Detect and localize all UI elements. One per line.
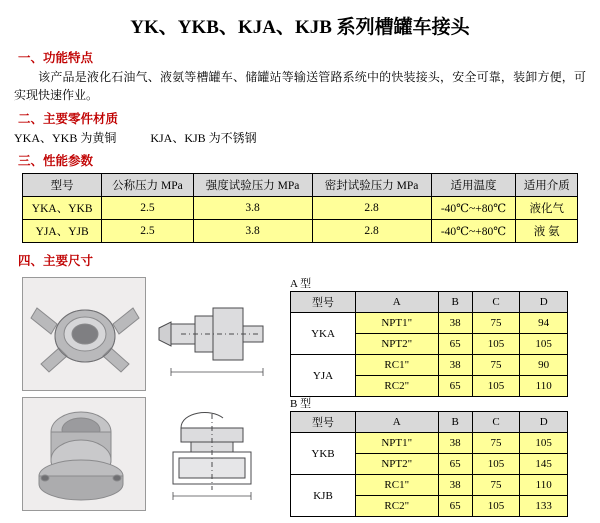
dim-b-header-1: A (356, 412, 439, 433)
spec-r0-c2: 3.8 (193, 197, 312, 220)
material-stainless: KJA、KJB 为不锈钢 (150, 131, 257, 145)
dim-b-model-ykb: YKB (291, 433, 356, 475)
spec-r0-c4: -40℃~+80℃ (431, 197, 516, 220)
material-brass: YKA、YKB 为黄铜 (14, 131, 117, 145)
table-row (291, 433, 568, 454)
dim-a-g1-r0-c0: RC1" (356, 355, 439, 376)
table-row (291, 355, 568, 376)
section-1-heading: 一、功能特点 (18, 51, 94, 65)
section-2-heading: 二、主要零件材质 (18, 112, 119, 126)
coupling-drawing-a (150, 277, 274, 391)
dim-a-model-yja: YJA (291, 355, 356, 397)
dim-a-header-3: C (472, 292, 520, 313)
table-header-row (291, 292, 568, 313)
dimension-table-a (290, 291, 568, 397)
spec-header-4: 适用温度 (431, 174, 516, 197)
dim-b-header-0: 型号 (291, 412, 356, 433)
dim-a-g1-r0-c2: 75 (472, 355, 520, 376)
coupling-photo-a (22, 277, 146, 391)
spec-header-2: 强度试验压力 MPa (193, 174, 312, 197)
dim-b-g1-r0-c3: 110 (520, 475, 568, 496)
dim-b-header-2: B (438, 412, 472, 433)
dim-b-g0-r0-c0: NPT1" (356, 433, 439, 454)
dim-a-g1-r0-c1: 38 (438, 355, 472, 376)
section-2-text (14, 129, 600, 146)
dim-a-g0-r0-c2: 75 (472, 313, 520, 334)
dim-b-g1-r0-c1: 38 (438, 475, 472, 496)
dim-a-g0-r0-c0: NPT1" (356, 313, 439, 334)
section-3-heading: 三、性能参数 (18, 154, 94, 168)
section-1-text (14, 68, 586, 104)
spec-header-1: 公称压力 MPa (102, 174, 193, 197)
dim-b-g0-r1-c1: 65 (438, 454, 472, 475)
dim-a-header-2: B (438, 292, 472, 313)
spec-r0-c3: 2.8 (312, 197, 431, 220)
dim-b-g0-r0-c3: 105 (520, 433, 568, 454)
dim-a-g1-r1-c2: 105 (472, 376, 520, 397)
spec-table (22, 173, 578, 243)
spec-r1-c3: 2.8 (312, 220, 431, 243)
spec-r0-c1: 2.5 (102, 197, 193, 220)
page-title: YK、YKB、KJA、KJB 系列槽罐车接头 (130, 17, 470, 38)
spec-r1-c2: 3.8 (193, 220, 312, 243)
dim-b-header-4: D (520, 412, 568, 433)
table-row (23, 197, 578, 220)
dim-b-g0-r1-c3: 145 (520, 454, 568, 475)
dim-b-g1-r1-c3: 133 (520, 496, 568, 517)
dim-a-label: A 型 (290, 278, 312, 290)
spec-r1-c1: 2.5 (102, 220, 193, 243)
spec-r1-c0: YJA、YJB (23, 220, 102, 243)
dim-a-g0-r1-c3: 105 (520, 334, 568, 355)
dim-a-g0-r0-c3: 94 (520, 313, 568, 334)
table-row (23, 220, 578, 243)
dim-b-g1-r1-c2: 105 (472, 496, 520, 517)
spec-r0-c0: YKA、YKB (23, 197, 102, 220)
spec-header-3: 密封试验压力 MPa (312, 174, 431, 197)
dim-a-header-1: A (356, 292, 439, 313)
dim-a-g1-r1-c3: 110 (520, 376, 568, 397)
dim-b-label: B 型 (290, 398, 312, 410)
table-header-row (23, 174, 578, 197)
dim-b-g0-r1-c2: 105 (472, 454, 520, 475)
dim-b-g1-r0-c2: 75 (472, 475, 520, 496)
dim-b-g0-r0-c2: 75 (472, 433, 520, 454)
table-row (291, 475, 568, 496)
dim-a-g0-r1-c2: 105 (472, 334, 520, 355)
dim-b-g1-r1-c1: 65 (438, 496, 472, 517)
dim-a-header-0: 型号 (291, 292, 356, 313)
dimension-table-b (290, 411, 568, 517)
dim-a-header-4: D (520, 292, 568, 313)
coupling-photo-b (22, 397, 146, 511)
coupling-drawing-b (150, 397, 274, 511)
spec-header-0: 型号 (23, 174, 102, 197)
dim-a-g1-r1-c0: RC2" (356, 376, 439, 397)
section-4-heading: 四、主要尺寸 (18, 254, 94, 268)
dim-a-g1-r1-c1: 65 (438, 376, 472, 397)
spec-r1-c4: -40℃~+80℃ (431, 220, 516, 243)
dim-a-g0-r1-c0: NPT2" (356, 334, 439, 355)
spec-r1-c5: 液 氨 (516, 220, 578, 243)
dim-b-header-3: C (472, 412, 520, 433)
dim-a-g1-r0-c3: 90 (520, 355, 568, 376)
dim-a-g0-r1-c1: 65 (438, 334, 472, 355)
dim-b-g1-r0-c0: RC1" (356, 475, 439, 496)
dim-b-g0-r1-c0: NPT2" (356, 454, 439, 475)
dim-b-g1-r1-c0: RC2" (356, 496, 439, 517)
spec-header-5: 适用介质 (516, 174, 578, 197)
dim-b-model-kjb: KJB (291, 475, 356, 517)
section-1-body: 该产品是液化石油气、液氨等槽罐车、储罐站等输送管路系统中的快装接头，安全可靠，装卸方便，可实现快速作业。 (14, 70, 586, 102)
dim-a-g0-r0-c1: 38 (438, 313, 472, 334)
dim-a-model-yka: YKA (291, 313, 356, 355)
table-row (291, 313, 568, 334)
spec-r0-c5: 液化气 (516, 197, 578, 220)
dim-b-g0-r0-c1: 38 (438, 433, 472, 454)
dimensions-area (0, 273, 600, 523)
table-header-row (291, 412, 568, 433)
